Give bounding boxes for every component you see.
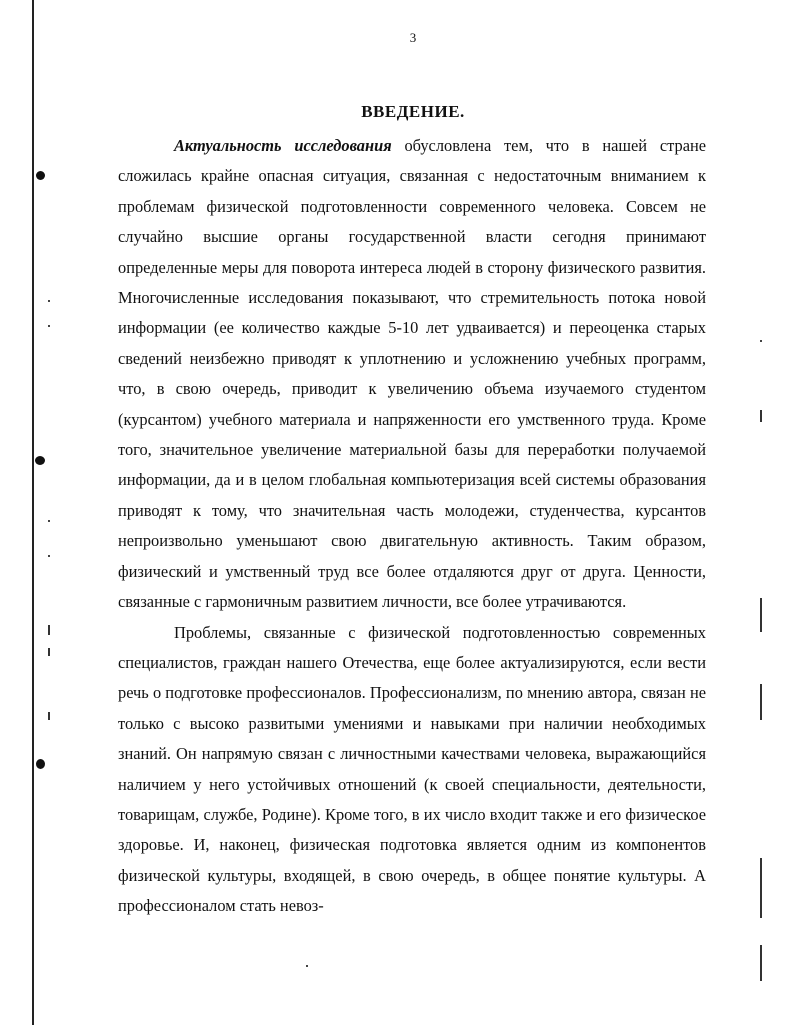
scan-tick-4 bbox=[760, 598, 762, 632]
scan-dot-6 bbox=[306, 965, 308, 967]
scan-dot-2 bbox=[48, 325, 50, 327]
scan-tick-1 bbox=[48, 625, 50, 635]
scan-tick-2 bbox=[48, 648, 50, 656]
paragraph-1-text: обусловлена тем, что в нашей стране сложилась крайне опасная ситуация, связанная с недостаточным вниманием к проблемам физической подготовленности современного человека. Совсем не случайно высшие органы государственной власти сегодня принимают определенные меры для поворота интереса людей в сторону физического развития. Многочисленные исследования показывают, что стремительность потока новой информации (ее количество каждые 5-10 лет удваивается) и переоценка старых сведений неизбежно приводят к уплотнению и усложнению учебных программ, что, в свою очередь, приводит к увеличению объема изучаемого студентом (курсантом) учебного материала и напряженности его умственного труда. Кроме того, значительное увеличение материальной базы для переработки получаемой информации, да и в целом глобальная компьютеризация всей системы образования приводят к тому, что значительная часть молодежи, студенчества, курсантов непроизвольно уменьшают свою двигательную активность. Таким образом, физический и умственный труд все более отдаляются друг от друга. Ценности, связанные с гармоничным развитием личности, все более утрачиваются. bbox=[118, 136, 707, 612]
paragraph-1 bbox=[118, 131, 706, 618]
scan-tick-6 bbox=[760, 858, 762, 918]
scan-tick-8 bbox=[760, 410, 762, 422]
scan-tick-5 bbox=[760, 684, 762, 720]
scan-dot-5 bbox=[760, 340, 762, 342]
scan-dot-1 bbox=[48, 300, 50, 302]
left-border-line bbox=[32, 0, 34, 1025]
scan-tick-3 bbox=[48, 712, 50, 720]
scan-blot-3 bbox=[36, 759, 45, 769]
scan-dot-4 bbox=[48, 555, 50, 557]
page-title: ВВЕДЕНИЕ. bbox=[361, 102, 465, 121]
scan-blot-1 bbox=[36, 171, 45, 180]
page-number: 3 bbox=[409, 30, 417, 45]
paragraph-2-text: Проблемы, связанные с физической подготовленностью современных специалистов, граждан нашего Отечества, еще более актуализируются, если вести речь о подготовке профессионалов. Профессионализм, по мнению автора, связан не только с высоко развитыми умениями и навыками при наличии необходимых знаний. Он напрямую связан с личностными качествами человека, выражающийся наличием у него устойчивых отношений (к своей специальности, деятельности, товарищам, службе, Родине). Кроме того, в их число входит также и его физическое здоровье. И, наконец, физическая подготовка является одним из компонентов физической культуры, входящей, в свою очередь, в общее понятие культуры. А профессионалом стать невоз- bbox=[118, 622, 706, 916]
scan-dot-3 bbox=[48, 520, 50, 522]
scan-tick-7 bbox=[760, 945, 762, 981]
scan-blot-2 bbox=[35, 456, 45, 465]
paragraph-1-emphasis: Актуальность исследования bbox=[174, 136, 392, 155]
paragraph-2 bbox=[118, 618, 706, 922]
body-text bbox=[118, 131, 706, 922]
